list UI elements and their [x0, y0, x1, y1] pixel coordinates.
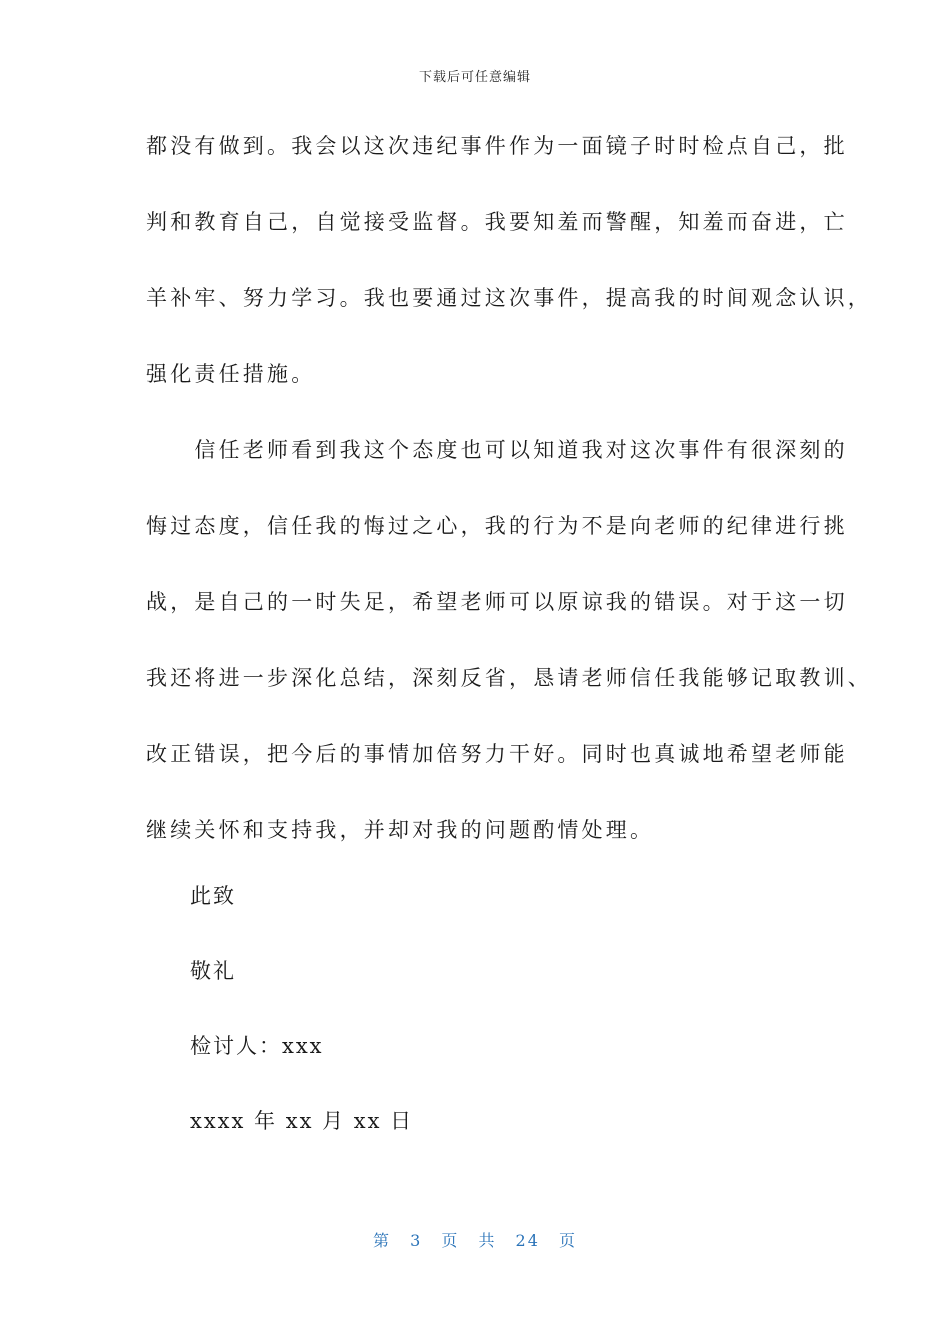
body-line: 信任老师看到我这个态度也可以知道我对这次事件有很深刻的 [146, 438, 848, 462]
salutation-greeting: 此致 [190, 884, 236, 908]
body-line: 羊补牢、努力学习。我也要通过这次事件，提高我的时间观念认识， [146, 286, 872, 310]
page-header-note: 下载后可任意编辑 [418, 70, 531, 85]
body-line: 战，是自己的一时失足，希望老师可以原谅我的错误。对于这一切 [146, 590, 848, 614]
signer-line: 检讨人：xxx [190, 1034, 324, 1058]
body-line: 强化责任措施。 [146, 362, 316, 386]
date-line: xxxx 年 xx 月 xx 日 [190, 1109, 414, 1133]
body-line: 我还将进一步深化总结，深刻反省，恳请老师信任我能够记取教训、 [146, 666, 872, 690]
body-line: 判和教育自己，自觉接受监督。我要知羞而警醒，知羞而奋进，亡 [146, 210, 848, 234]
body-line: 改正错误，把今后的事情加倍努力干好。同时也真诚地希望老师能 [146, 742, 848, 766]
body-line: 悔过态度，信任我的悔过之心，我的行为不是向老师的纪律进行挑 [146, 514, 848, 538]
body-line: 都没有做到。我会以这次违纪事件作为一面镜子时时检点自己，批 [146, 134, 848, 158]
document-body [146, 120, 872, 880]
page-number-footer: 第 3 页 共 24 页 [373, 1231, 577, 1250]
salutation-respect: 敬礼 [190, 959, 236, 983]
closing-block [190, 870, 413, 1170]
body-line: 继续关怀和支持我，并却对我的问题酌情处理。 [146, 818, 655, 842]
